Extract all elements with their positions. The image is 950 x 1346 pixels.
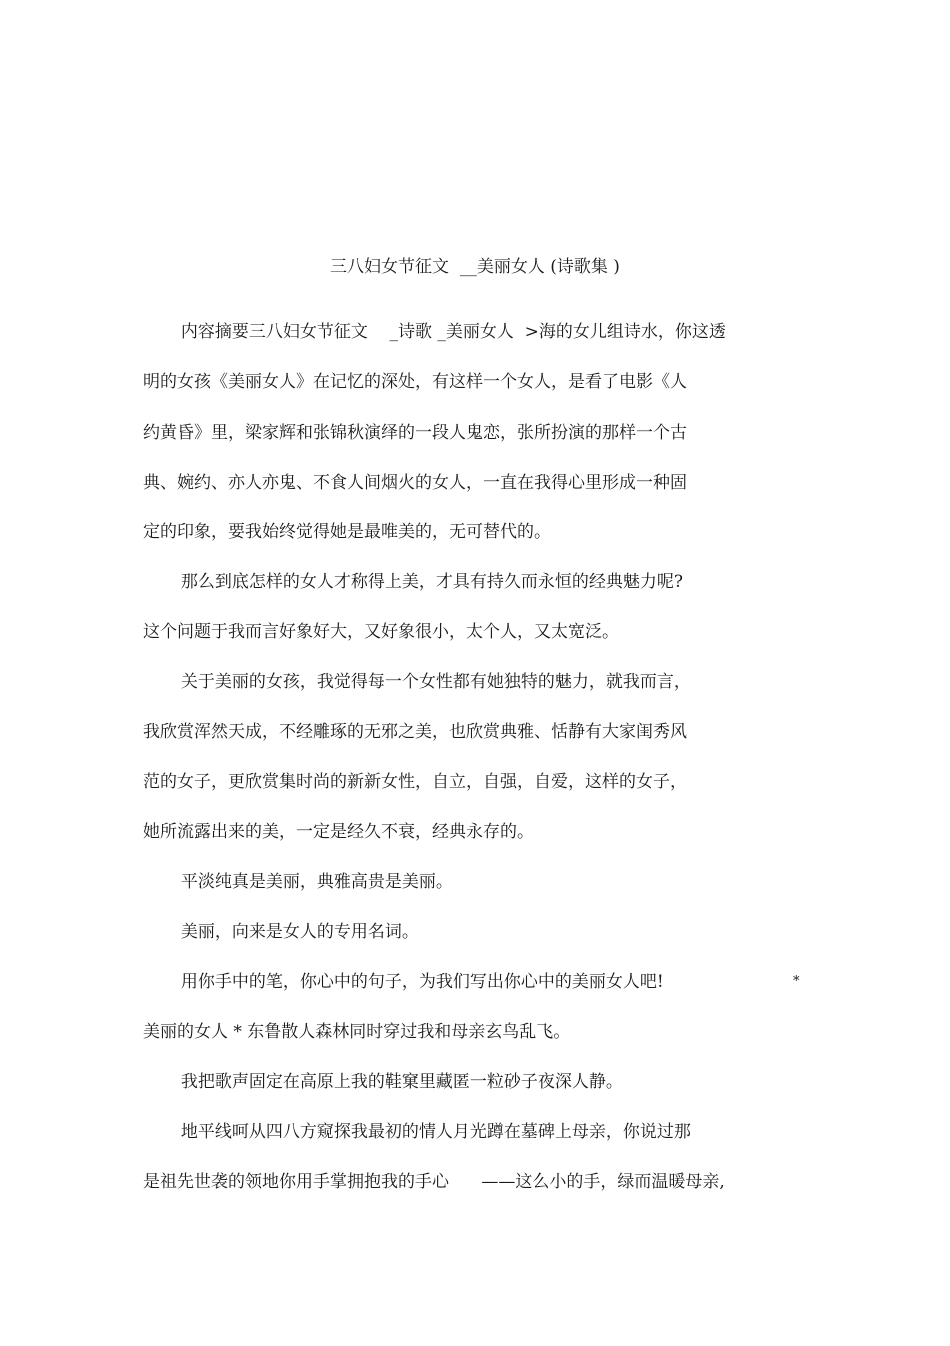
asterisk-mark: * (793, 974, 800, 989)
body-line: 这个问题于我而言好象好大，又好象很小，太个人，又太宽泛。 (143, 622, 619, 642)
body-line: 平淡纯真是美丽，典雅高贵是美丽。 (143, 872, 453, 892)
body-line: 明的女孩《美丽女人》在记忆的深处，有这样一个女人，是看了电影《人 (143, 372, 687, 392)
body-line: 约黄昏》里，梁家辉和张锦秋演绎的一段人鬼恋，张所扮演的那样一个古 (143, 423, 687, 443)
body-line: 范的女子，更欣赏集时尚的新新女性，自立，自强，自爱，这样的女子， (143, 772, 687, 792)
document-title: 三八妇女节征文 __美丽女人 (诗歌集 ) (330, 257, 620, 277)
body-line: 关于美丽的女孩，我觉得每一个女性都有她独特的魅力，就我而言， (143, 672, 691, 692)
body-line: 美丽的女人 * 东鲁散人森林同时穿过我和母亲玄鸟乱飞。 (143, 1022, 571, 1042)
body-line: 她所流露出来的美，一定是经久不衰，经典永存的。 (143, 822, 534, 842)
body-line: 地平线呵从四八方窥探我最初的情人月光蹲在墓碑上母亲，你说过那 (143, 1122, 691, 1142)
body-line: 是祖先世袭的领地你用手掌拥抱我的手心 ——这么小的手，绿而温暖母亲, (143, 1172, 725, 1192)
body-line: 我欣赏浑然天成，不经雕琢的无邪之美，也欣赏典雅、恬静有大家闺秀风 (143, 722, 687, 742)
body-line: 内容摘要三八妇女节征文 _诗歌 _美丽女人 >海的女儿组诗水，你这透 (143, 322, 726, 342)
body-line: 我把歌声固定在高原上我的鞋窠里藏匿一粒砂子夜深人静。 (143, 1072, 623, 1092)
body-line: 美丽，向来是女人的专用名词。 (143, 922, 419, 942)
body-line: 那么到底怎样的女人才称得上美，才具有持久而永恒的经典魅力呢? (143, 572, 683, 592)
body-line: 定的印象，要我始终觉得她是最唯美的，无可替代的。 (143, 522, 551, 542)
body-line: 用你手中的笔，你心中的句子，为我们写出你心中的美丽女人吧! (143, 972, 664, 992)
body-line: 典、婉约、亦人亦鬼、不食人间烟火的女人，一直在我得心里形成一种固 (143, 473, 687, 493)
